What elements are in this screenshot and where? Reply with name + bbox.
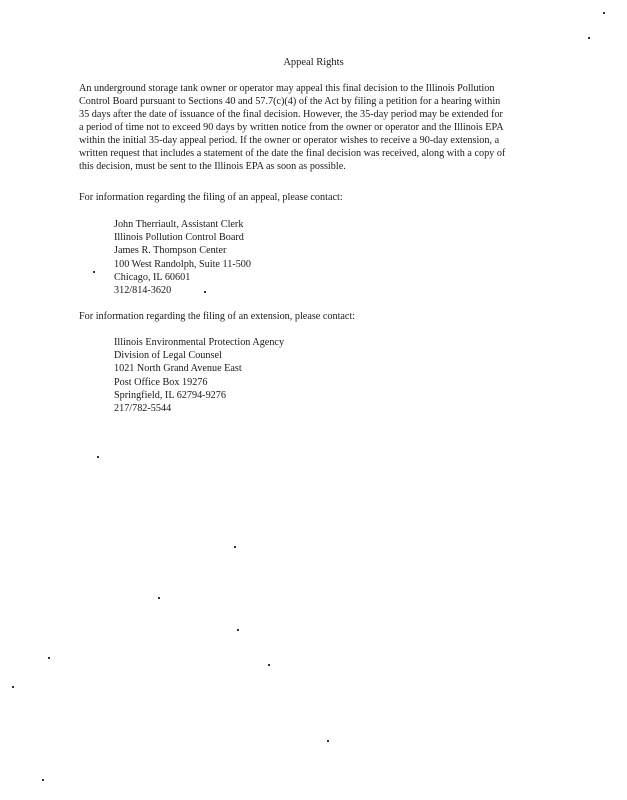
appeal-contact-line: James R. Thompson Center [114, 245, 227, 257]
scan-speck [327, 740, 329, 742]
extension-prompt: For information regarding the filing of an extension, please contact: [79, 311, 356, 322]
scan-speck [588, 37, 590, 39]
scan-speck [234, 546, 236, 548]
appeal-contact-line: John Therriault, Assistant Clerk [114, 219, 244, 230]
intro-line: a period of time not to exceed 90 days by written notice from the owner or operator and the Illinois EPA [79, 122, 504, 133]
scan-speck [237, 629, 239, 631]
appeal-contact-line: 100 West Randolph, Suite 11-500 [114, 258, 251, 270]
intro-line: Control Board pursuant to Sections 40 and 57.7(c)(4) of the Act by filing a petition for a hearing within [79, 96, 501, 107]
appeal-contact-line: Chicago, IL 60601 [114, 271, 191, 283]
intro-line: An underground storage tank owner or operator may appeal this final decision to the Illinois Pollution [79, 83, 495, 94]
extension-contact-line: Division of Legal Counsel [114, 350, 222, 362]
page-title: Appeal Rights [283, 57, 344, 68]
intro-paragraph [79, 82, 547, 173]
scan-speck [603, 12, 605, 14]
intro-line: written request that includes a statement of the date the final decision was received, along with a copy of [79, 148, 506, 159]
scan-speck [93, 271, 95, 273]
scan-speck [12, 686, 14, 688]
scan-speck [158, 597, 160, 599]
extension-contact-line: 217/782-5544 [114, 403, 172, 415]
scan-speck [42, 779, 44, 781]
extension-contact-line: Springfield, IL 62794-9276 [114, 389, 226, 401]
appeal-contact-block [114, 218, 251, 297]
intro-line: within the initial 35-day appeal period. If the owner or operator wishes to receive a 90-day extension, a [79, 135, 500, 146]
extension-contact-line: Post Office Box 19276 [114, 376, 208, 388]
appeal-prompt: For information regarding the filing of an appeal, please contact: [79, 192, 343, 203]
extension-contact-line: 1021 North Grand Avenue East [114, 363, 242, 375]
scan-speck [97, 456, 99, 458]
intro-line: this decision, must be sent to the Illinois EPA as soon as possible. [79, 161, 346, 172]
appeal-contact-line: 312/814-3620 [114, 285, 172, 297]
scan-speck [204, 291, 206, 293]
scan-speck [268, 664, 270, 666]
extension-contact-line: Illinois Environmental Protection Agency [114, 337, 285, 348]
intro-line: 35 days after the date of issuance of the final decision. However, the 35-day period may be extended for [79, 109, 503, 120]
extension-contact-block [114, 336, 284, 415]
scan-speck [48, 657, 50, 659]
appeal-contact-line: Illinois Pollution Control Board [114, 232, 244, 244]
